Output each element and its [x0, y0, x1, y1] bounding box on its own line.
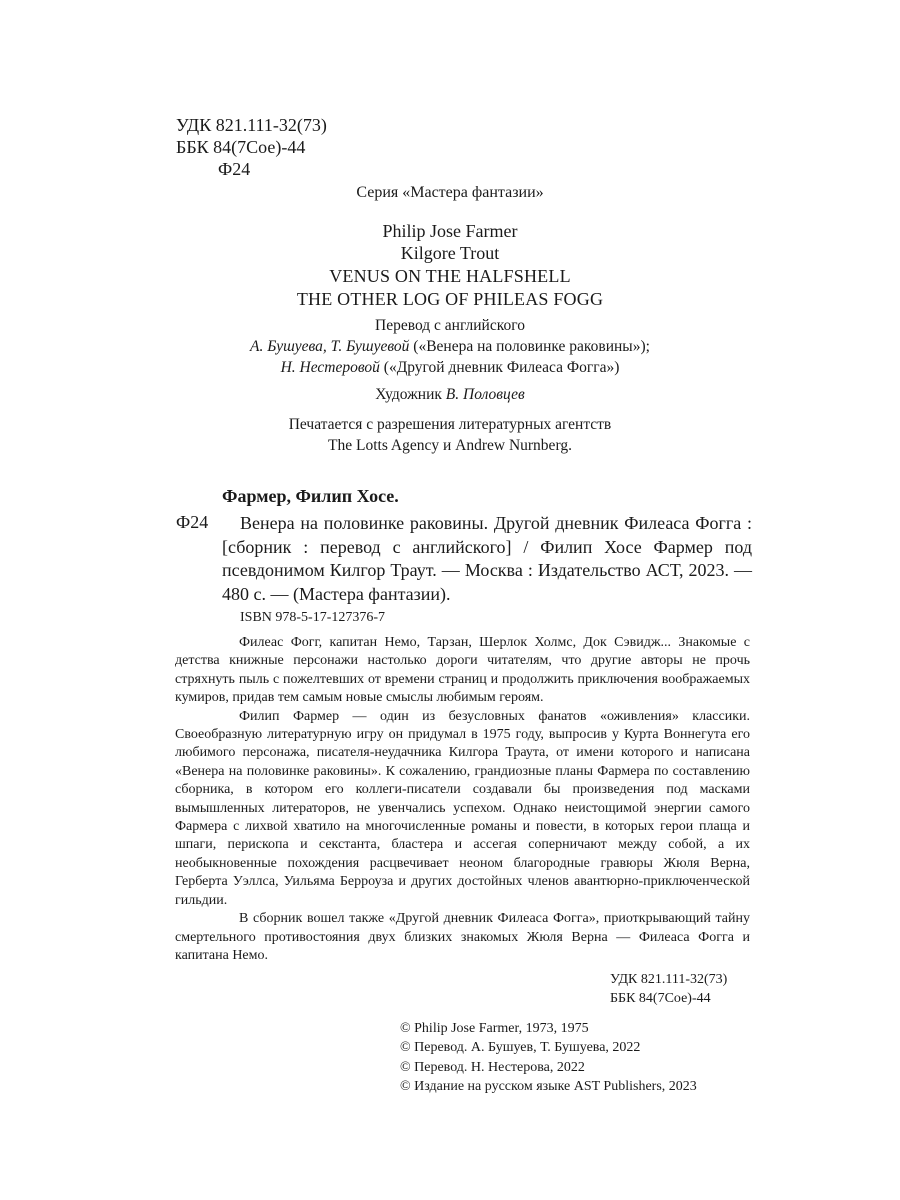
annotation [175, 634, 750, 965]
original-author: Philip Jose Farmer [382, 221, 518, 241]
copyright-line: © Перевод. А. Бушуев, Т. Бушуева, 2022 [400, 1040, 641, 1056]
author-sign: Ф24 [218, 159, 251, 179]
translation-credits [0, 315, 900, 378]
permission-line: The Lotts Agency и Andrew Nurnberg. [328, 437, 572, 454]
copyright-line: © Philip Jose Farmer, 1973, 1975 [400, 1021, 589, 1036]
artist-name: В. Половцев [445, 386, 525, 403]
copyright-line: © Издание на русском языке AST Publishers, 2023 [400, 1079, 697, 1095]
copyright-line: © Перевод. Н. Нестерова, 2022 [400, 1059, 585, 1075]
bbk-code: ББК 84(7Сое)-44 [610, 991, 711, 1006]
copyright-notices [400, 1019, 697, 1097]
artist-label: Художник [375, 386, 446, 403]
translators-name: Н. Нестеровой [280, 359, 380, 376]
annotation-paragraph: Филип Фармер — один из безусловных фанатов «оживления» классики. Своеобразную литературную игру он придумал в 1975 году, выпросив у Курта Воннегута его любимого персонажа, писателя-неудачника Килгора Траута, от имени которого и написана «Венера на половинке раковины». К сожалению, грандиозные планы Фармера по составлению сборника, в котором его коллеги-писатели создавали бы произведения под масками вымышленных литераторов, не увенчались успехом. Однако неистощимой энергии самого Фармера с лихвой хватило на многочисленные романы и повести, в которых герои плаща и шпаги, перископа и секстанта, бластера и ассегая соперничают между собой, а их необыкновенные похождения расцвечивает неоном благородные гравюры Жюля Верна, Герберта Уэллса, Уильяма Берроуза и других достойных членов авантюрно-приключенческой гильдии. [175, 708, 750, 908]
original-pseudonym: Kilgore Trout [400, 243, 500, 263]
annotation-classification [610, 970, 727, 1008]
original-title: VENUS ON THE HALFSHELL [329, 266, 571, 286]
udk-code: УДК 821.111-32(73) [176, 115, 327, 135]
original-titles [0, 265, 900, 311]
translation-line [0, 336, 900, 357]
permission-line: Печатается с разрешения литературных агентств [288, 416, 612, 433]
permission-notice [0, 414, 900, 456]
classification-block [176, 114, 327, 180]
translated-work: («Венера на половинке раковины»); [409, 338, 650, 355]
translators-name: А. Бушуева, Т. Бушуевой [250, 338, 410, 355]
original-authors [0, 220, 900, 264]
catalog-author-heading: Фармер, Филип Хосе. [222, 486, 399, 506]
bbk-code: ББК 84(7Сое)-44 [176, 137, 306, 157]
translation-header: Перевод с английского [375, 317, 525, 334]
isbn: ISBN 978-5-17-127376-7 [240, 610, 386, 625]
catalog-sign: Ф24 [176, 512, 209, 532]
translated-work: («Другой дневник Филеаса Фогга») [379, 359, 620, 376]
udk-code: УДК 821.111-32(73) [610, 972, 728, 987]
original-title: THE OTHER LOG OF PHILEAS FOGG [296, 289, 604, 309]
catalog-description: Венера на половинке раковины. Другой дневник Филеаса Фогга : [сборник : перевод с английского] / Филип Хосе Фармер под псевдонимом Килгор Траут. — Москва : Издательство АСТ, 2023. — 480 с. — (Мастера фантазии). [222, 513, 752, 604]
series-title: Серия «Мастера фантазии» [356, 184, 544, 201]
artist-credit [0, 386, 900, 404]
annotation-paragraph: Филеас Фогг, капитан Немо, Тарзан, Шерлок Холмс, Док Сэвидж... Знакомые с детства книжные персонажи настолько дороги читателям, что другие авторы не прочь стряхнуть пыль с пожелтевших от времени страниц и продолжить приключения воображаемых кумиров, придав тем самым новые смыслы любимым героям. [175, 635, 750, 706]
translation-line [0, 357, 900, 378]
annotation-paragraph: В сборник вошел также «Другой дневник Филеаса Фогга», приоткрывающий тайну смертельного противостояния двух близких знакомых Жюля Верна — Филеаса Фогга и капитана Немо. [175, 911, 750, 963]
